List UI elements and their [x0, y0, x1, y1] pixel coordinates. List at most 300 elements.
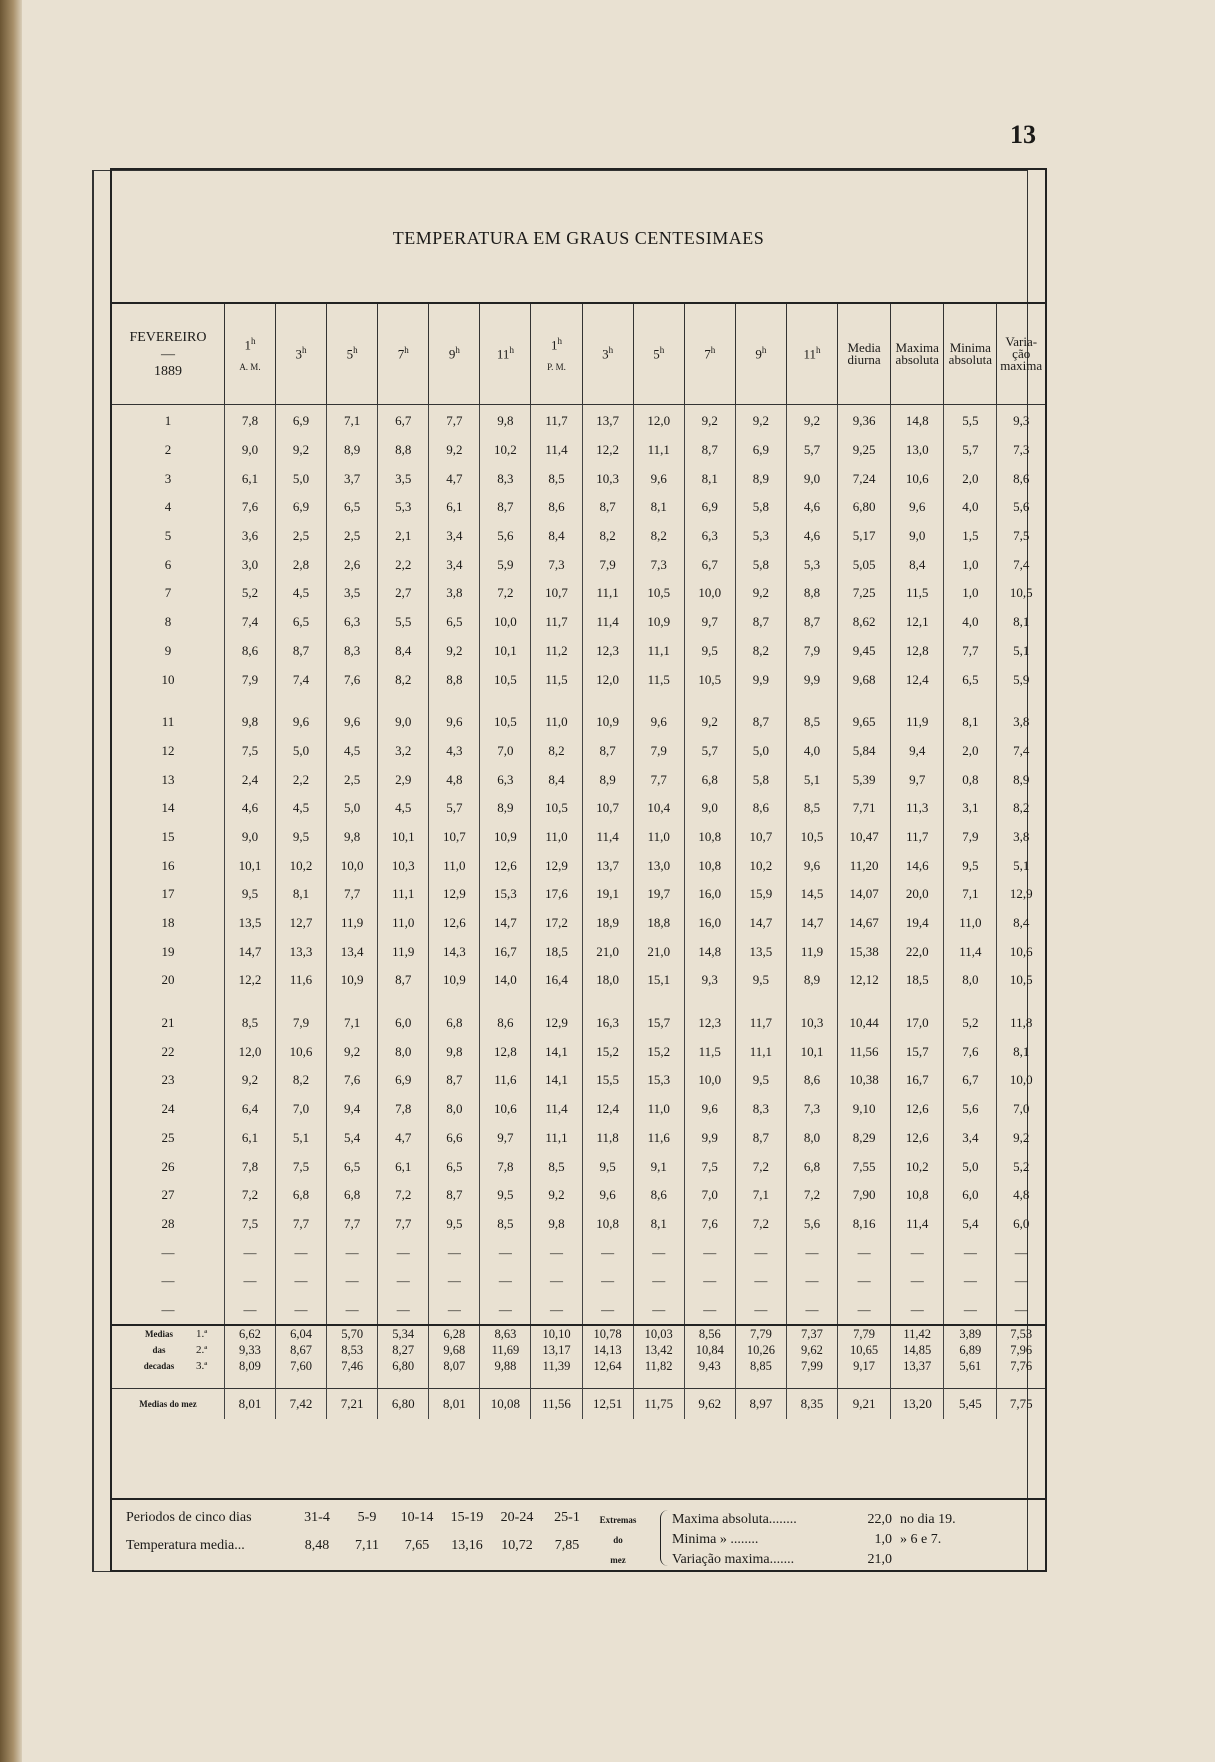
value-cell: 8,8	[429, 665, 480, 694]
value-cell: 7,3	[531, 550, 582, 579]
value-cell: 14,5	[786, 880, 837, 909]
periods-label: Periodos de cinco dias	[126, 1510, 252, 1525]
extreme-label: Maxima absoluta........	[672, 1512, 797, 1527]
value-cell: 10,0	[684, 579, 735, 608]
hour-value: 1	[551, 337, 558, 353]
value-cell: 19,7	[633, 880, 684, 909]
value-cell: 10,5	[997, 579, 1045, 608]
value-cell: 7,3	[997, 436, 1045, 465]
value-cell: 5,4	[944, 1210, 997, 1239]
decade-mean-cell: 8,27	[378, 1342, 429, 1358]
value-cell: 8,6	[997, 464, 1045, 493]
decade-mean-cell: 9,17	[838, 1358, 891, 1374]
value-cell: 14,1	[531, 1066, 582, 1095]
value-cell: 8,8	[786, 579, 837, 608]
value-cell: 9,8	[327, 823, 378, 852]
value-cell: 11,0	[944, 909, 997, 938]
value-cell: 7,5	[684, 1152, 735, 1181]
value-cell: 10,5	[633, 579, 684, 608]
value-cell: 9,8	[531, 1210, 582, 1239]
period-value: 10-14	[400, 1510, 434, 1525]
value-cell: 4,5	[276, 794, 327, 823]
month-mean-cell: 13,20	[891, 1389, 944, 1420]
decade-mean-cell: 9,68	[429, 1342, 480, 1358]
decade-mean-cell: 6,28	[429, 1325, 480, 1342]
value-cell: 10,6	[997, 937, 1045, 966]
extreme-value: 21,0	[867, 1552, 892, 1567]
value-cell: 6,3	[327, 608, 378, 637]
value-cell: —	[378, 1267, 429, 1296]
month-header	[112, 304, 224, 405]
value-cell: 5,1	[276, 1124, 327, 1153]
day-cell: 2	[164, 442, 172, 458]
value-cell: 6,0	[378, 1009, 429, 1038]
table-row	[112, 1210, 1045, 1239]
value-cell: 21,0	[633, 937, 684, 966]
table-row	[112, 909, 1045, 938]
hour-header	[786, 304, 837, 405]
value-cell: 3,8	[429, 579, 480, 608]
value-cell: —	[633, 1267, 684, 1296]
value-cell: 7,1	[327, 1009, 378, 1038]
value-cell: 11,0	[633, 1095, 684, 1124]
value-cell: 7,7	[327, 880, 378, 909]
value-cell: 10,0	[684, 1066, 735, 1095]
value-cell: 7,6	[327, 665, 378, 694]
value-cell: 5,1	[997, 851, 1045, 880]
value-cell: 8,6	[735, 794, 786, 823]
day-cell: —	[161, 1273, 175, 1289]
value-cell: 9,2	[684, 708, 735, 737]
value-cell: 7,7	[378, 1210, 429, 1239]
value-cell: 15,38	[838, 937, 891, 966]
temp-media-row	[126, 1538, 592, 1554]
table-row	[112, 708, 1045, 737]
value-cell: 18,5	[531, 937, 582, 966]
day-cell: 23	[161, 1072, 175, 1088]
decade-mean-cell: 8,09	[224, 1358, 275, 1374]
value-cell: 12,3	[684, 1009, 735, 1038]
value-cell: 10,1	[224, 851, 275, 880]
value-cell: 9,45	[838, 637, 891, 666]
value-cell: 7,4	[224, 608, 275, 637]
value-cell: 8,7	[582, 493, 633, 522]
value-cell: 6,8	[276, 1181, 327, 1210]
value-cell: —	[429, 1267, 480, 1296]
value-cell: 5,0	[944, 1152, 997, 1181]
decade-mean-cell: 7,99	[786, 1358, 837, 1374]
decade-mean-cell: 10,10	[531, 1325, 582, 1342]
day-cell: 20	[161, 972, 175, 988]
value-cell: 14,7	[735, 909, 786, 938]
value-cell: —	[944, 1238, 997, 1267]
value-cell: 5,1	[786, 765, 837, 794]
value-cell: 9,9	[684, 1124, 735, 1153]
value-cell: 7,55	[838, 1152, 891, 1181]
extreme-note: no dia 19.	[900, 1512, 956, 1527]
temp-media-label: Temperatura media...	[126, 1538, 245, 1553]
value-cell: 7,9	[582, 550, 633, 579]
value-cell: 5,0	[735, 737, 786, 766]
value-cell: 5,0	[327, 794, 378, 823]
hour-value: 9	[755, 346, 762, 362]
value-cell: 2,9	[378, 765, 429, 794]
value-cell: 4,0	[944, 608, 997, 637]
value-cell: 6,5	[276, 608, 327, 637]
value-cell: 5,0	[276, 464, 327, 493]
value-cell: 7,6	[944, 1037, 997, 1066]
value-cell: 16,7	[891, 1066, 944, 1095]
value-cell: 11,7	[531, 405, 582, 436]
value-cell: —	[633, 1238, 684, 1267]
value-cell: 11,0	[378, 909, 429, 938]
value-cell: 5,3	[735, 522, 786, 551]
value-cell: 7,8	[480, 1152, 531, 1181]
decade-mean-cell: 14,85	[891, 1342, 944, 1358]
hour-mark: h	[761, 345, 767, 356]
month-name: FEVEREIRO	[129, 329, 207, 345]
value-cell: 9,9	[786, 665, 837, 694]
value-cell: 11,3	[891, 794, 944, 823]
value-cell: 7,2	[735, 1210, 786, 1239]
value-cell: 9,3	[997, 405, 1045, 436]
value-cell: 9,5	[224, 880, 275, 909]
value-cell: 6,8	[684, 765, 735, 794]
hour-value: 7	[397, 346, 405, 362]
month-mean-cell: 9,62	[684, 1389, 735, 1420]
hour-value: 11	[496, 346, 510, 362]
value-cell: 7,6	[327, 1066, 378, 1095]
month-mean-cell: 9,21	[838, 1389, 891, 1420]
value-cell: 5,3	[378, 493, 429, 522]
month-year: 1889	[153, 363, 182, 379]
value-cell: 7,7	[944, 637, 997, 666]
decade-mean-cell: 8,53	[327, 1342, 378, 1358]
decade-mean-row	[112, 1325, 1045, 1342]
hour-period: A. M.	[239, 361, 261, 372]
decade-mean-cell: 12,64	[582, 1358, 633, 1374]
value-cell: 6,8	[786, 1152, 837, 1181]
value-cell: 11,7	[891, 823, 944, 852]
value-cell: 11,1	[582, 579, 633, 608]
value-cell: 9,0	[224, 823, 275, 852]
table-row	[112, 405, 1045, 436]
value-cell: 8,4	[531, 765, 582, 794]
day-cell: 7	[164, 585, 172, 601]
value-cell: 10,8	[582, 1210, 633, 1239]
table-row	[112, 737, 1045, 766]
value-cell: 2,5	[327, 765, 378, 794]
value-cell: 8,9	[786, 966, 837, 995]
extremes-list	[672, 1510, 956, 1570]
value-cell: 5,0	[276, 737, 327, 766]
value-cell: 14,1	[531, 1037, 582, 1066]
value-cell: 3,4	[944, 1124, 997, 1153]
value-cell: 5,9	[997, 665, 1045, 694]
decade-mean-cell: 8,56	[684, 1325, 735, 1342]
value-cell: 8,6	[786, 1066, 837, 1095]
day-cell: 14	[161, 800, 175, 816]
day-cell: 27	[161, 1187, 175, 1203]
value-cell: 7,71	[838, 794, 891, 823]
value-cell: 11,9	[378, 937, 429, 966]
value-cell: —	[735, 1238, 786, 1267]
table-row	[112, 1267, 1045, 1296]
value-cell: 11,0	[429, 851, 480, 880]
hour-mark: h	[455, 345, 460, 356]
value-cell: 10,0	[997, 1066, 1045, 1095]
value-cell: 15,9	[735, 880, 786, 909]
value-cell: 12,0	[633, 405, 684, 436]
value-cell: 3,2	[378, 737, 429, 766]
value-cell: 9,2	[327, 1037, 378, 1066]
table-row	[112, 608, 1045, 637]
value-cell: 10,5	[786, 823, 837, 852]
table-row	[112, 937, 1045, 966]
value-cell: 9,6	[633, 464, 684, 493]
value-cell: 7,1	[735, 1181, 786, 1210]
value-cell: 6,9	[276, 493, 327, 522]
decade-mean-cell: 13,42	[633, 1342, 684, 1358]
value-cell: 9,7	[684, 608, 735, 637]
value-cell: 5,2	[224, 579, 275, 608]
table-row	[112, 966, 1045, 995]
value-cell: 9,5	[480, 1181, 531, 1210]
value-cell: 9,5	[582, 1152, 633, 1181]
value-cell: 14,7	[224, 937, 275, 966]
value-cell: 9,0	[891, 522, 944, 551]
value-cell: —	[786, 1267, 837, 1296]
extreme-row	[672, 1530, 956, 1550]
value-cell: 13,5	[735, 937, 786, 966]
value-cell: 11,6	[480, 1066, 531, 1095]
hour-header	[684, 304, 735, 405]
hour-mark: h	[404, 345, 409, 356]
hour-mark: h	[353, 345, 358, 356]
decade-mean-cell: 6,89	[944, 1342, 997, 1358]
value-cell: 8,2	[997, 794, 1045, 823]
value-cell: 11,0	[531, 823, 582, 852]
value-cell: 11,9	[327, 909, 378, 938]
value-cell: 10,2	[891, 1152, 944, 1181]
decade-mean-cell: 6,04	[276, 1325, 327, 1342]
value-cell: 6,7	[684, 550, 735, 579]
value-cell: 11,9	[891, 708, 944, 737]
value-cell: 6,3	[684, 522, 735, 551]
value-cell: 7,24	[838, 464, 891, 493]
value-cell: 7,9	[276, 1009, 327, 1038]
value-cell: 4,7	[429, 464, 480, 493]
value-cell: 10,5	[997, 966, 1045, 995]
value-cell: 8,0	[378, 1037, 429, 1066]
decade-mean-cell: 9,33	[224, 1342, 275, 1358]
value-cell: 6,9	[735, 436, 786, 465]
value-cell: 18,8	[633, 909, 684, 938]
value-cell: 8,9	[997, 765, 1045, 794]
value-cell: 10,47	[838, 823, 891, 852]
hour-value: 5	[346, 346, 354, 362]
value-cell: 6,0	[997, 1210, 1045, 1239]
value-cell: —	[891, 1296, 944, 1326]
book-spine	[0, 0, 22, 1762]
value-cell: 5,2	[997, 1152, 1045, 1181]
decade-mean-cell: 10,84	[684, 1342, 735, 1358]
hour-mark: h	[302, 345, 307, 356]
value-cell: 9,2	[429, 436, 480, 465]
value-cell: 14,8	[891, 405, 944, 436]
value-cell: 8,9	[327, 436, 378, 465]
value-cell: 13,5	[224, 909, 275, 938]
month-mean-row	[112, 1389, 1045, 1420]
value-cell: 9,2	[276, 436, 327, 465]
hour-mark: h	[659, 345, 665, 356]
value-cell: 9,2	[429, 637, 480, 666]
value-cell: —	[786, 1238, 837, 1267]
decade-mean-cell: 3,89	[944, 1325, 997, 1342]
value-cell: —	[429, 1296, 480, 1326]
day-cell: 22	[161, 1043, 175, 1059]
value-cell: 7,0	[276, 1095, 327, 1124]
value-cell: 11,4	[531, 1095, 582, 1124]
value-cell: 5,05	[838, 550, 891, 579]
decade-gap	[112, 995, 1045, 1009]
day-cell: 12	[161, 742, 175, 758]
temp-media-value: 10,72	[501, 1538, 533, 1553]
value-cell: 8,29	[838, 1124, 891, 1153]
hour-header	[224, 304, 275, 405]
decade-mean-cell: 7,60	[276, 1358, 327, 1374]
value-cell: —	[531, 1267, 582, 1296]
month-mean-cell: 7,21	[327, 1389, 378, 1420]
table-row	[112, 493, 1045, 522]
value-cell: 9,5	[944, 851, 997, 880]
value-cell: 18,0	[582, 966, 633, 995]
value-cell: 8,3	[480, 464, 531, 493]
value-cell: 2,0	[944, 464, 997, 493]
value-cell: —	[944, 1296, 997, 1326]
value-cell: 5,5	[378, 608, 429, 637]
value-cell: 5,8	[735, 550, 786, 579]
value-cell: 12,7	[276, 909, 327, 938]
table-row	[112, 1238, 1045, 1267]
value-cell: 4,8	[997, 1181, 1045, 1210]
value-cell: 15,5	[582, 1066, 633, 1095]
value-cell: 6,1	[429, 493, 480, 522]
value-cell: 11,6	[276, 966, 327, 995]
day-cell: 3	[164, 470, 172, 486]
value-cell: 7,1	[327, 405, 378, 436]
value-cell: 10,7	[531, 579, 582, 608]
value-cell: 4,0	[786, 737, 837, 766]
hour-header	[378, 304, 429, 405]
value-cell: —	[838, 1296, 891, 1326]
value-cell: 8,9	[480, 794, 531, 823]
decade-mean-cell: 10,65	[838, 1342, 891, 1358]
value-cell: 9,5	[276, 823, 327, 852]
value-cell: 6,1	[378, 1152, 429, 1181]
value-cell: 11,7	[531, 608, 582, 637]
value-cell: 10,38	[838, 1066, 891, 1095]
value-cell: 11,20	[838, 851, 891, 880]
value-cell: 17,6	[531, 880, 582, 909]
value-cell: 8,7	[429, 1181, 480, 1210]
value-cell: 8,4	[378, 637, 429, 666]
day-cell: 4	[164, 499, 172, 515]
value-cell: 2,2	[276, 765, 327, 794]
month-mean-cell: 8,35	[786, 1389, 837, 1420]
value-cell: 15,3	[633, 1066, 684, 1095]
value-cell: —	[276, 1238, 327, 1267]
hour-header	[633, 304, 684, 405]
value-cell: 3,0	[224, 550, 275, 579]
value-cell: 16,7	[480, 937, 531, 966]
value-cell: 7,9	[944, 823, 997, 852]
value-cell: 1,0	[944, 550, 997, 579]
day-cell: —	[161, 1244, 175, 1260]
decade-mean-cell: 7,79	[735, 1325, 786, 1342]
value-cell: 9,5	[684, 637, 735, 666]
value-cell: 4,7	[378, 1124, 429, 1153]
value-cell: 14,6	[891, 851, 944, 880]
value-cell: 10,2	[480, 436, 531, 465]
value-cell: 14,07	[838, 880, 891, 909]
value-cell: 22,0	[891, 937, 944, 966]
hour-value: 11	[803, 346, 816, 362]
value-cell: —	[276, 1267, 327, 1296]
value-cell: 8,1	[944, 708, 997, 737]
period-value: 20-24	[500, 1510, 534, 1525]
value-cell: —	[224, 1267, 275, 1296]
value-cell: 11,8	[997, 1009, 1045, 1038]
table-row	[112, 579, 1045, 608]
value-cell: 7,2	[224, 1181, 275, 1210]
value-cell: 9,6	[633, 708, 684, 737]
day-cell: 5	[164, 528, 172, 544]
value-cell: 11,1	[735, 1037, 786, 1066]
value-cell: 13,3	[276, 937, 327, 966]
value-cell: 11,5	[891, 579, 944, 608]
value-cell: 7,7	[276, 1210, 327, 1239]
value-cell: —	[327, 1238, 378, 1267]
month-mean-label: Medias do mez	[112, 1389, 224, 1420]
day-cell: —	[161, 1301, 175, 1317]
value-cell: 8,5	[480, 1210, 531, 1239]
day-cell: 13	[161, 771, 175, 787]
hour-header	[327, 304, 378, 405]
month-mean-cell: 11,75	[633, 1389, 684, 1420]
value-cell: —	[684, 1296, 735, 1326]
value-cell: 7,8	[224, 405, 275, 436]
value-cell: 8,0	[786, 1124, 837, 1153]
value-cell: 9,6	[891, 493, 944, 522]
hour-value: 3	[295, 346, 303, 362]
decade-mean-cell: 11,69	[480, 1342, 531, 1358]
value-cell: 10,1	[480, 637, 531, 666]
value-cell: 16,4	[531, 966, 582, 995]
value-cell: 5,84	[838, 737, 891, 766]
value-cell: 8,7	[684, 436, 735, 465]
value-cell: 2,1	[378, 522, 429, 551]
table-header-row	[112, 304, 1045, 405]
value-cell: 12,4	[891, 665, 944, 694]
value-cell: 14,67	[838, 909, 891, 938]
decade-mean-cell: 7,96	[997, 1342, 1045, 1358]
decade-mean-cell: 6,80	[378, 1358, 429, 1374]
month-mean-cell: 6,80	[378, 1389, 429, 1420]
decade-mean-cell: 11,82	[633, 1358, 684, 1374]
title-box	[112, 170, 1045, 304]
value-cell: 9,2	[735, 405, 786, 436]
